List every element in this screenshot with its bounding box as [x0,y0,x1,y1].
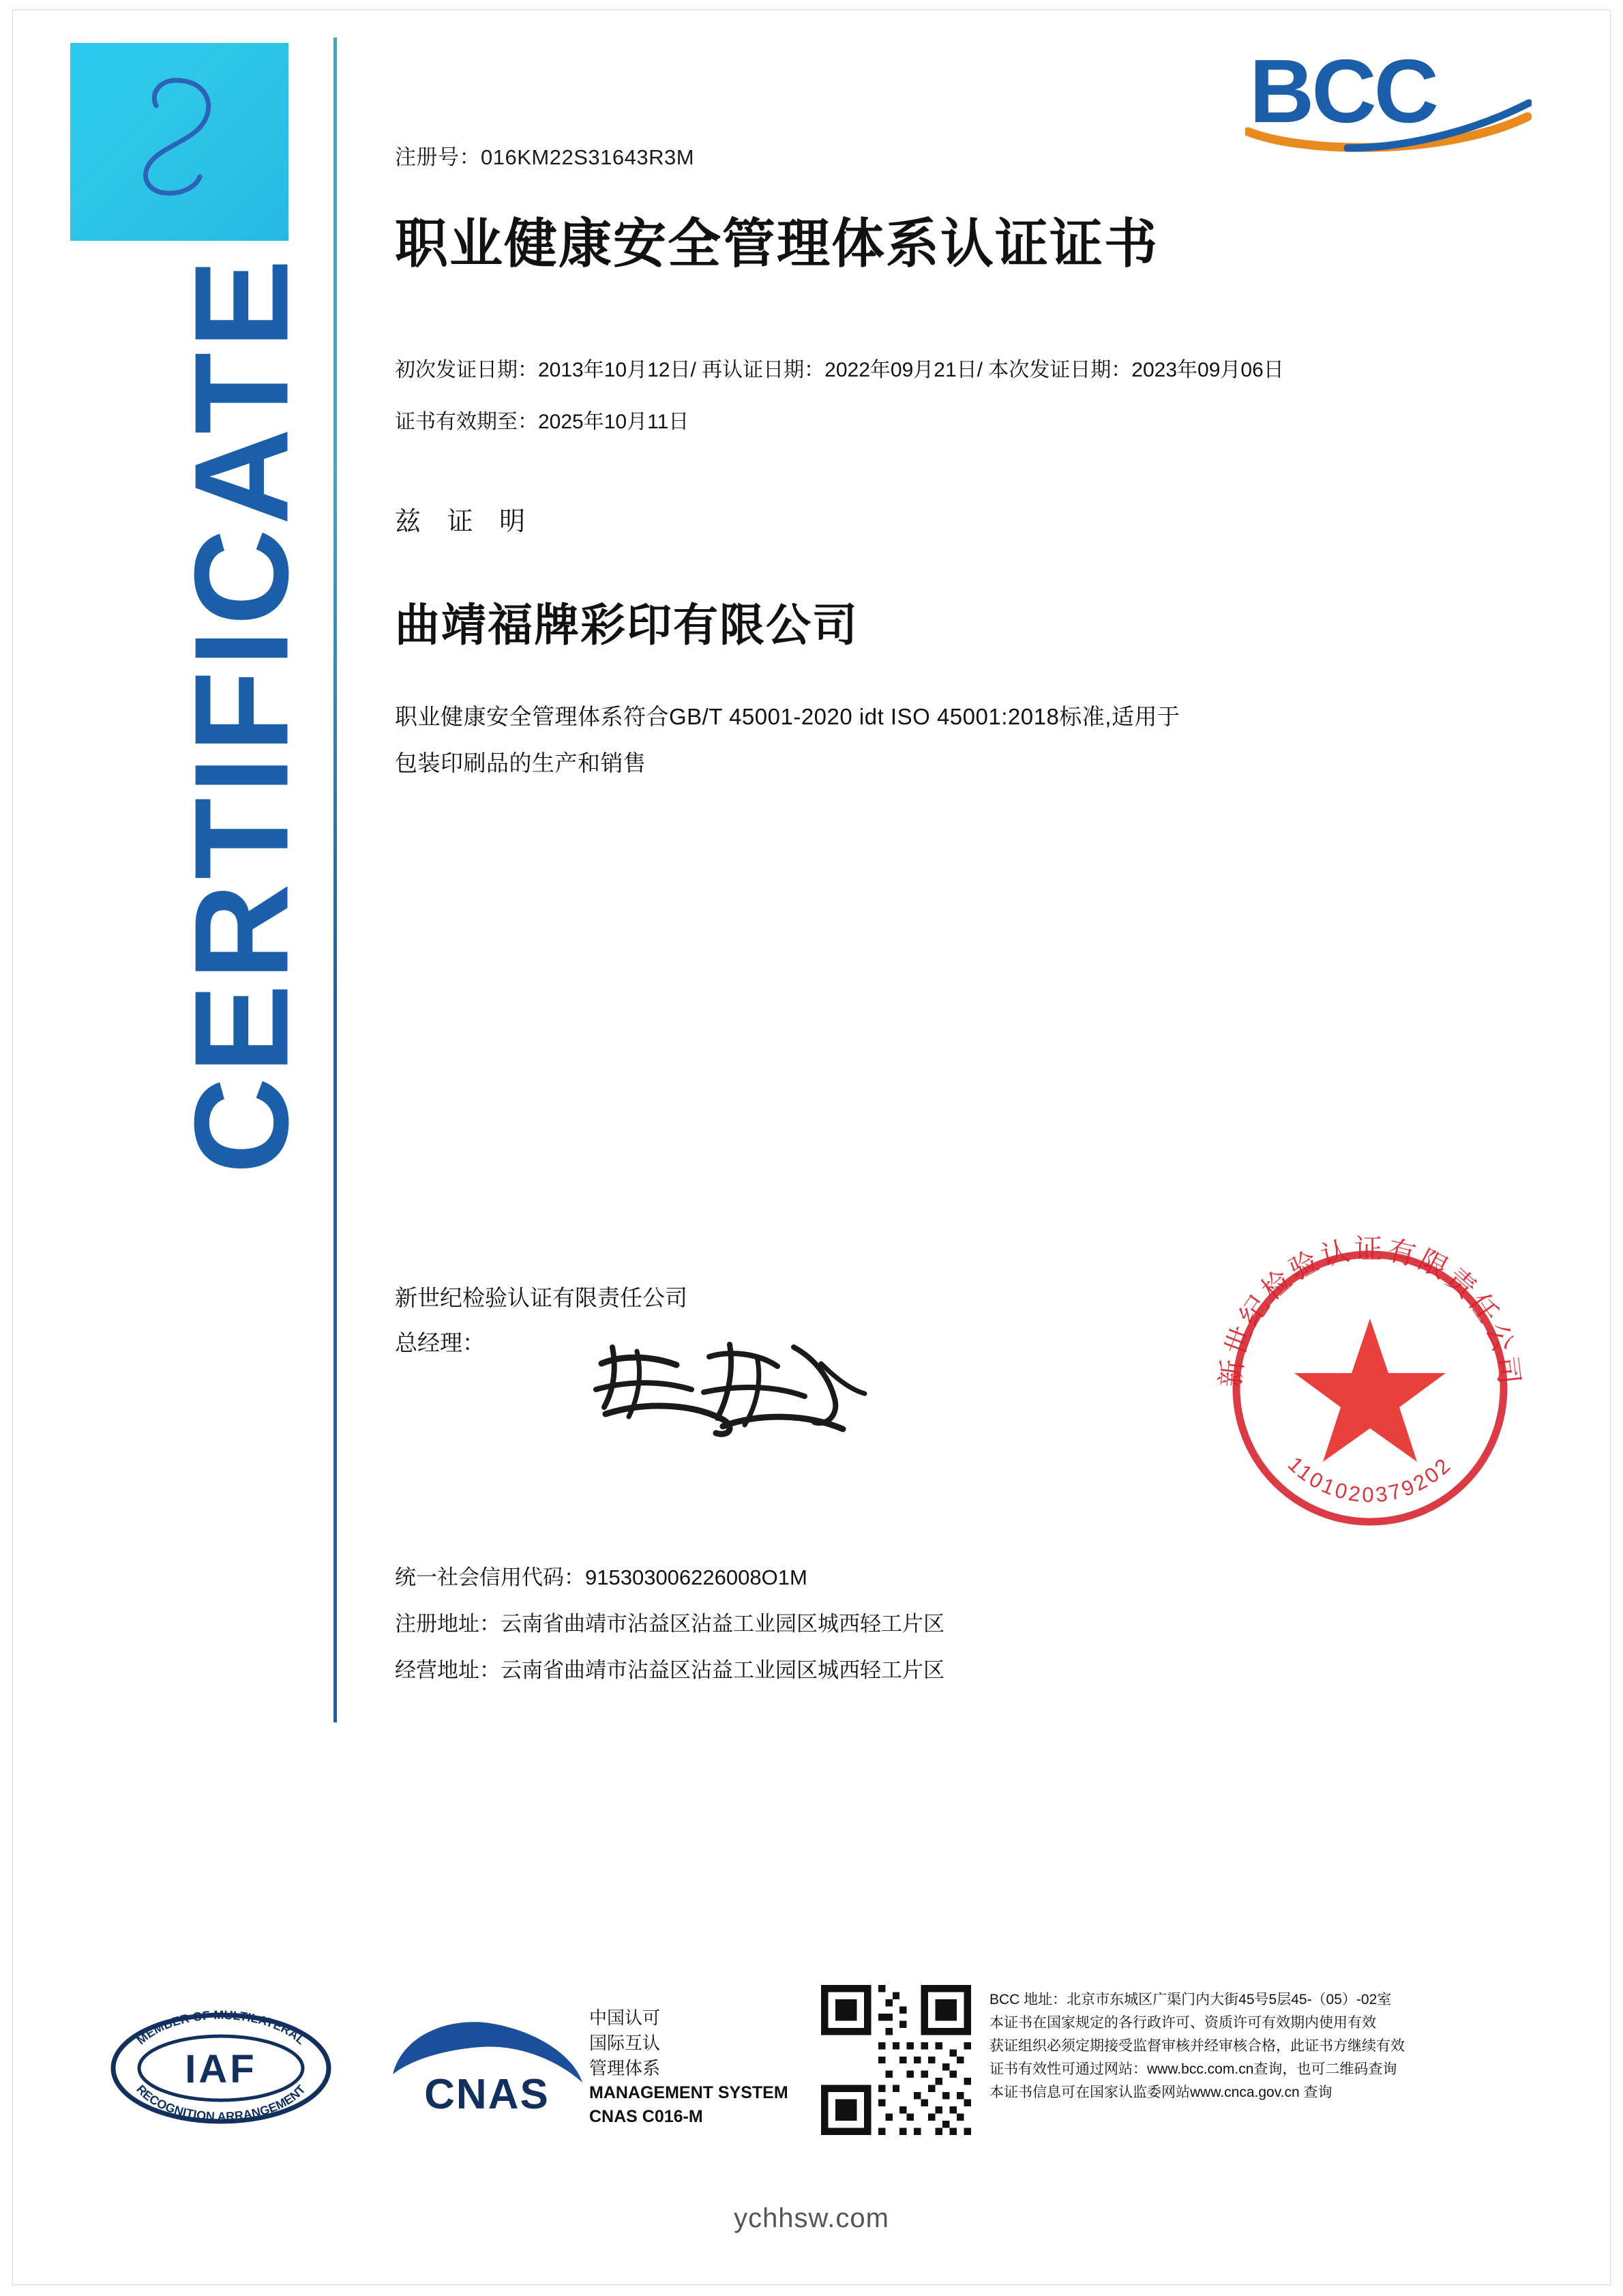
operating-address: 经营地址：云南省曲靖市沾益区沾益工业园区城西轻工片区 [395,1658,944,1682]
issuer-signatory-title: 总经理： [395,1330,485,1355]
fineprint-line-1: BCC 地址：北京市东城区广渠门内大街45号5层45-（05）-02室 [989,1992,1392,2007]
fineprint-line-2: 本证书在国家规定的各行政许可、资质许可有效期内使用有效 [989,2015,1376,2031]
certified-company-name: 曲靖福牌彩印有限公司 [395,600,859,650]
official-red-seal [1203,1218,1537,1545]
registration-label: 注册号： [395,145,481,169]
verification-qr-code[interactable] [821,1985,971,2135]
footer-fineprint [989,1988,1607,2104]
cnas-en-line: MANAGEMENT SYSTEM [589,2082,788,2102]
svg-text:1101020379202: 1101020379202 [1283,1452,1457,1507]
svg-text:RECOGNITION ARRANGEMENT: RECOGNITION ARRANGEMENT [134,2082,308,2124]
hereby-certify-text: 兹 证 明 [395,507,535,536]
svg-text:IAF: IAF [185,2047,257,2091]
vertical-certificate-band [78,38,337,1722]
fineprint-line-4: 证书有效性可通过网站：www.bcc.com.cn查询，也可二维码查询 [989,2061,1397,2078]
scope-line-2: 包装印刷品的生产和销售 [395,750,646,776]
svg-text:新世纪检验认证有限责任公司: 新世纪检验认证有限责任公司 [1214,1233,1526,1389]
fineprint-line-3: 获证组织必须定期接受监督审核并经审核合格，此证书方继续有效 [989,2038,1405,2055]
cnas-logo [385,2009,589,2128]
registration-value: 016KM22S31643R3M [481,145,695,169]
cnas-cn-line-1: 中国认可 [589,2007,661,2028]
cnas-cn-line-2: 国际互认 [589,2032,661,2053]
company-logo-icon [70,43,288,241]
svg-text:BCC: BCC [1249,46,1436,141]
source-watermark: ychhsw.com [734,2203,889,2233]
company-logo-box [70,43,288,241]
issue-dates-line: 初次发证日期：2013年10月12日/ 再认证日期：2022年09月21日/ 本次发证日期：2023年09月06日 [395,359,1284,381]
cnas-accreditation-text [589,2005,814,2130]
unified-social-credit-code: 统一社会信用代码：915303006226008O1M [395,1565,807,1589]
registered-address: 注册地址：云南省曲靖市沾益区沾益工业园区城西轻工片区 [395,1612,944,1636]
certificate-sheet [12,10,1611,2285]
iaf-logo [108,2009,333,2128]
certificate-title: 职业健康安全管理体系认证证书 [395,214,1159,274]
handwritten-signature [589,1327,876,1456]
issuing-organization: 新世纪检验认证有限责任公司 [395,1285,687,1310]
svg-text:MEMBER OF MULTILATERAL: MEMBER OF MULTILATERAL [134,2009,308,2048]
validity-date-line: 证书有效期至：2025年10月11日 [395,411,689,433]
fineprint-line-5: 本证书信息可在国家认监委网站www.cnca.gov.cn 查询 [989,2085,1332,2101]
vertical-certificate-text: CERTIFICATE [166,254,316,1175]
svg-text:CNAS: CNAS [424,2071,550,2118]
cnas-code: CNAS C016-M [589,2107,703,2127]
registration-number-line [395,140,694,171]
cnas-cn-line-3: 管理体系 [589,2057,661,2078]
bcc-logo [1245,46,1532,162]
scope-line-1: 职业健康安全管理体系符合GB/T 45001-2020 idt ISO 45001:2018标准,适用于 [395,704,1180,729]
